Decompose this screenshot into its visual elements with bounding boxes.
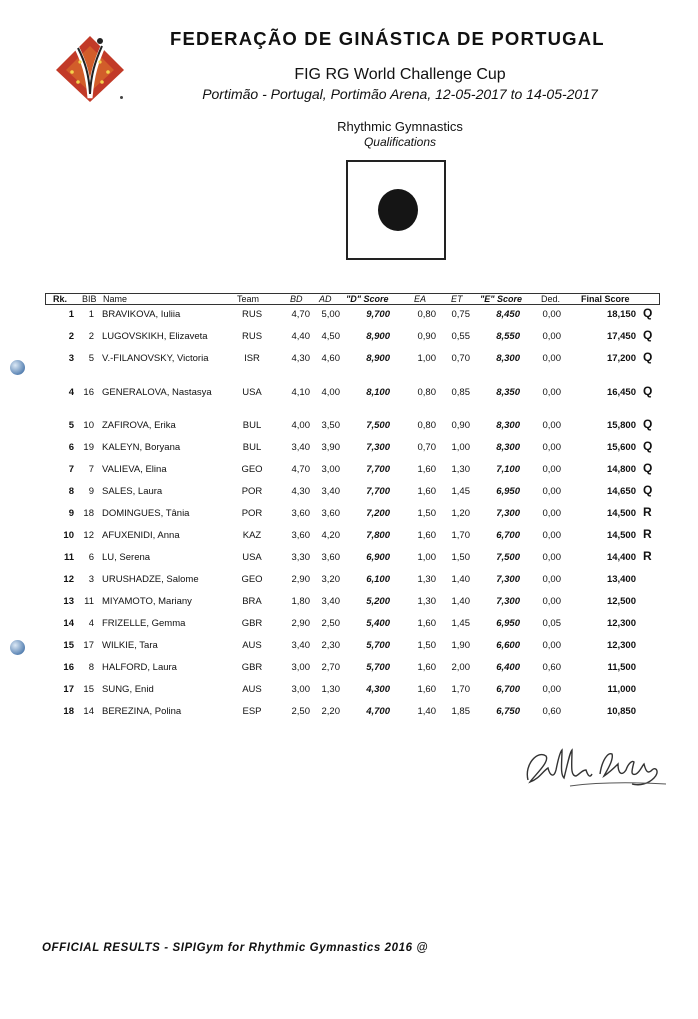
name-cell: V.-FILANOVSKY, Victoria <box>102 353 209 364</box>
ea-cell: 1,60 <box>417 684 436 695</box>
phase-label: Qualifications <box>363 135 437 149</box>
bib-cell: 12 <box>83 530 94 541</box>
d-score-cell: 5,200 <box>366 596 390 607</box>
rank-cell: 4 <box>68 387 74 398</box>
judge-signature <box>520 742 670 794</box>
table-row <box>0 662 698 684</box>
table-row <box>0 549 698 574</box>
ded-cell: 0,60 <box>542 706 561 717</box>
d-score-cell: 7,300 <box>366 442 390 453</box>
ded-cell: 0,00 <box>542 464 561 475</box>
e-score-cell: 8,350 <box>496 387 520 398</box>
team-cell: GEO <box>241 574 263 585</box>
qualification-mark: Q <box>643 306 653 320</box>
e-score-cell: 7,500 <box>496 552 520 563</box>
bd-cell: 4,70 <box>291 464 310 475</box>
final-score-cell: 12,300 <box>606 618 636 629</box>
et-cell: 1,50 <box>451 552 470 563</box>
team-cell: BUL <box>242 420 262 431</box>
rank-cell: 15 <box>63 640 74 651</box>
bd-cell: 3,30 <box>291 552 310 563</box>
team-cell: AUS <box>242 684 262 695</box>
ea-cell: 1,00 <box>417 552 436 563</box>
qualification-mark: Q <box>643 384 653 398</box>
bd-cell: 4,10 <box>291 387 310 398</box>
event-title: FIG RG World Challenge Cup <box>294 66 506 83</box>
e-score-cell: 8,450 <box>496 309 520 320</box>
col-et: ET <box>451 294 463 304</box>
e-score-cell: 6,950 <box>496 618 520 629</box>
bib-cell: 9 <box>88 486 94 497</box>
ea-cell: 1,30 <box>417 596 436 607</box>
ded-cell: 0,00 <box>542 387 561 398</box>
bib-cell: 2 <box>88 331 94 342</box>
qualification-mark: Q <box>643 439 653 453</box>
team-cell: KAZ <box>242 530 262 541</box>
bib-cell: 1 <box>88 309 94 320</box>
rank-cell: 12 <box>63 574 74 585</box>
bd-cell: 4,40 <box>291 331 310 342</box>
ea-cell: 1,00 <box>417 353 436 364</box>
bd-cell: 2,90 <box>291 618 310 629</box>
rank-cell: 10 <box>63 530 74 541</box>
name-cell: LUGOVSKIKH, Elizaveta <box>102 331 208 342</box>
team-cell: GBR <box>241 662 263 673</box>
team-cell: POR <box>241 486 263 497</box>
final-score-cell: 14,400 <box>606 552 636 563</box>
rank-cell: 5 <box>68 420 74 431</box>
name-cell: ZAFIROVA, Erika <box>102 420 176 431</box>
ded-cell: 0,00 <box>542 684 561 695</box>
ea-cell: 1,50 <box>417 508 436 519</box>
event-subtitle: Portimão - Portugal, Portimão Arena, 12-05-2017 to 14-05-2017 <box>202 86 598 102</box>
rank-cell: 9 <box>68 508 74 519</box>
name-cell: DOMINGUES, Tânia <box>102 508 190 519</box>
ad-cell: 1,30 <box>321 684 340 695</box>
table-row <box>0 461 698 486</box>
ad-cell: 3,40 <box>321 486 340 497</box>
e-score-cell: 6,750 <box>496 706 520 717</box>
ad-cell: 3,60 <box>321 552 340 563</box>
rank-cell: 17 <box>63 684 74 695</box>
qualification-mark: R <box>643 549 652 563</box>
et-cell: 0,55 <box>451 331 470 342</box>
ad-cell: 3,50 <box>321 420 340 431</box>
rank-cell: 8 <box>68 486 74 497</box>
ea-cell: 1,60 <box>417 662 436 673</box>
e-score-cell: 7,100 <box>496 464 520 475</box>
name-cell: WILKIE, Tara <box>102 640 158 651</box>
name-cell: SALES, Laura <box>102 486 163 497</box>
e-score-cell: 8,300 <box>496 442 520 453</box>
d-score-cell: 6,100 <box>366 574 390 585</box>
rank-cell: 13 <box>63 596 74 607</box>
table-row <box>0 618 698 640</box>
table-row <box>0 574 698 596</box>
qualification-mark: R <box>643 527 652 541</box>
final-score-cell: 14,500 <box>606 530 636 541</box>
d-score-cell: 7,200 <box>366 508 390 519</box>
ea-cell: 1,30 <box>417 574 436 585</box>
d-score-cell: 5,400 <box>366 618 390 629</box>
e-score-cell: 6,950 <box>496 486 520 497</box>
et-cell: 1,40 <box>451 574 470 585</box>
team-cell: USA <box>242 387 262 398</box>
col-bib: BIB <box>82 294 97 304</box>
final-score-cell: 10,850 <box>606 706 636 717</box>
ded-cell: 0,00 <box>542 486 561 497</box>
team-cell: BUL <box>242 442 262 453</box>
ad-cell: 3,60 <box>321 508 340 519</box>
ea-cell: 0,80 <box>417 387 436 398</box>
bd-cell: 4,00 <box>291 420 310 431</box>
ea-cell: 0,90 <box>417 331 436 342</box>
table-row <box>0 596 698 618</box>
ea-cell: 1,60 <box>417 464 436 475</box>
col-ad: AD <box>319 294 332 304</box>
d-score-cell: 4,300 <box>366 684 390 695</box>
final-score-cell: 15,600 <box>606 442 636 453</box>
name-cell: LU, Serena <box>102 552 151 563</box>
rank-cell: 3 <box>68 353 74 364</box>
ball-icon <box>378 189 418 231</box>
bd-cell: 4,30 <box>291 353 310 364</box>
table-row <box>0 350 698 375</box>
e-score-cell: 6,400 <box>496 662 520 673</box>
et-cell: 0,90 <box>451 420 470 431</box>
col-d-score: "D" Score <box>346 294 389 304</box>
name-cell: AFUXENIDI, Anna <box>102 530 180 541</box>
bd-cell: 3,60 <box>291 530 310 541</box>
bib-cell: 5 <box>88 353 94 364</box>
d-score-cell: 5,700 <box>366 662 390 673</box>
ad-cell: 4,20 <box>321 530 340 541</box>
final-score-cell: 18,150 <box>606 309 636 320</box>
rank-cell: 7 <box>68 464 74 475</box>
d-score-cell: 7,700 <box>366 486 390 497</box>
qualification-mark: Q <box>643 483 653 497</box>
table-row <box>0 640 698 662</box>
bib-cell: 3 <box>88 574 94 585</box>
team-cell: GBR <box>241 618 263 629</box>
d-score-cell: 9,700 <box>366 309 390 320</box>
team-cell: RUS <box>241 309 263 320</box>
e-score-cell: 8,300 <box>496 420 520 431</box>
final-score-cell: 17,450 <box>606 331 636 342</box>
final-score-cell: 14,650 <box>606 486 636 497</box>
qualification-mark: Q <box>643 461 653 475</box>
rank-cell: 18 <box>63 706 74 717</box>
bd-cell: 2,50 <box>291 706 310 717</box>
rank-cell: 14 <box>63 618 74 629</box>
table-row <box>0 306 698 331</box>
e-score-cell: 6,600 <box>496 640 520 651</box>
et-cell: 1,20 <box>451 508 470 519</box>
bib-cell: 16 <box>83 387 94 398</box>
bib-cell: 18 <box>83 508 94 519</box>
federation-title: FEDERAÇÃO DE GINÁSTICA DE PORTUGAL <box>170 28 605 49</box>
team-cell: GEO <box>241 464 263 475</box>
d-score-cell: 5,700 <box>366 640 390 651</box>
discipline-label: Rhythmic Gymnastics <box>337 119 463 134</box>
table-row <box>0 483 698 508</box>
d-score-cell: 7,800 <box>366 530 390 541</box>
bd-cell: 4,30 <box>291 486 310 497</box>
apparatus-box <box>346 160 446 260</box>
bd-cell: 3,60 <box>291 508 310 519</box>
name-cell: BEREZINA, Polina <box>102 706 182 717</box>
ea-cell: 1,60 <box>417 486 436 497</box>
ded-cell: 0,00 <box>542 420 561 431</box>
table-row <box>0 384 698 409</box>
e-score-cell: 6,700 <box>496 530 520 541</box>
name-cell: SUNG, Enid <box>102 684 154 695</box>
final-score-cell: 12,300 <box>606 640 636 651</box>
name-cell: BRAVIKOVA, Iuliia <box>102 309 181 320</box>
ea-cell: 0,80 <box>417 420 436 431</box>
bib-cell: 6 <box>88 552 94 563</box>
final-score-cell: 14,800 <box>606 464 636 475</box>
final-score-cell: 14,500 <box>606 508 636 519</box>
ded-cell: 0,00 <box>542 552 561 563</box>
team-cell: AUS <box>242 640 262 651</box>
bib-cell: 4 <box>88 618 94 629</box>
bd-cell: 3,00 <box>291 662 310 673</box>
table-row <box>0 328 698 353</box>
ad-cell: 3,20 <box>321 574 340 585</box>
et-cell: 0,70 <box>451 353 470 364</box>
bib-cell: 11 <box>84 596 94 607</box>
e-score-cell: 8,550 <box>496 331 520 342</box>
col-ded: Ded. <box>541 294 561 304</box>
et-cell: 2,00 <box>451 662 470 673</box>
final-score-cell: 15,800 <box>606 420 636 431</box>
name-cell: FRIZELLE, Gemma <box>102 618 186 629</box>
ded-cell: 0,00 <box>542 508 561 519</box>
ad-cell: 3,00 <box>321 464 340 475</box>
bd-cell: 2,90 <box>291 574 310 585</box>
ad-cell: 2,20 <box>321 706 340 717</box>
bib-cell: 8 <box>88 662 94 673</box>
d-score-cell: 4,700 <box>366 706 390 717</box>
ea-cell: 1,60 <box>417 530 436 541</box>
bib-cell: 10 <box>83 420 94 431</box>
footer-text: OFFICIAL RESULTS - SIPIGym for Rhythmic Gymnastics 2016 @ <box>42 942 429 954</box>
final-score-cell: 12,500 <box>606 596 636 607</box>
results-table-header <box>45 293 660 305</box>
bib-cell: 7 <box>88 464 94 475</box>
d-score-cell: 8,900 <box>366 331 390 342</box>
et-cell: 0,85 <box>451 387 470 398</box>
et-cell: 1,45 <box>451 618 470 629</box>
ea-cell: 1,40 <box>417 706 436 717</box>
ded-cell: 0,60 <box>542 662 561 673</box>
et-cell: 0,75 <box>451 309 470 320</box>
name-cell: KALEYN, Boryana <box>102 442 181 453</box>
e-score-cell: 7,300 <box>496 508 520 519</box>
ded-cell: 0,00 <box>542 574 561 585</box>
ded-cell: 0,00 <box>542 596 561 607</box>
bib-cell: 17 <box>83 640 94 651</box>
col-e-score: "E" Score <box>480 294 523 304</box>
rank-cell: 1 <box>68 309 74 320</box>
ad-cell: 3,40 <box>321 596 340 607</box>
col-bd: BD <box>290 294 303 304</box>
col-rank: Rk. <box>53 294 68 304</box>
rank-cell: 6 <box>68 442 74 453</box>
team-cell: BRA <box>242 596 262 607</box>
col-ea: EA <box>414 294 427 304</box>
bd-cell: 4,70 <box>291 309 310 320</box>
ea-cell: 1,60 <box>417 618 436 629</box>
bd-cell: 3,00 <box>291 684 310 695</box>
table-row <box>0 439 698 464</box>
ad-cell: 4,00 <box>321 387 340 398</box>
final-score-cell: 11,000 <box>607 684 636 695</box>
final-score-cell: 11,500 <box>607 662 636 673</box>
qualification-mark: Q <box>643 328 653 342</box>
ded-cell: 0,05 <box>542 618 561 629</box>
ded-cell: 0,00 <box>542 442 561 453</box>
ea-cell: 0,70 <box>417 442 436 453</box>
ad-cell: 4,60 <box>321 353 340 364</box>
table-row <box>0 527 698 552</box>
table-row <box>0 684 698 706</box>
ded-cell: 0,00 <box>542 331 561 342</box>
et-cell: 1,70 <box>451 530 470 541</box>
d-score-cell: 7,500 <box>366 420 390 431</box>
col-team: Team <box>237 294 260 304</box>
table-row <box>0 417 698 442</box>
name-cell: HALFORD, Laura <box>102 662 177 673</box>
ad-cell: 2,50 <box>321 618 340 629</box>
ea-cell: 1,50 <box>417 640 436 651</box>
ad-cell: 4,50 <box>321 331 340 342</box>
ea-cell: 0,80 <box>417 309 436 320</box>
col-name: Name <box>103 294 128 304</box>
name-cell: URUSHADZE, Salome <box>102 574 199 585</box>
final-score-cell: 13,400 <box>606 574 636 585</box>
e-score-cell: 6,700 <box>496 684 520 695</box>
et-cell: 1,85 <box>451 706 470 717</box>
col-final: Final Score <box>581 294 630 304</box>
bib-cell: 14 <box>83 706 94 717</box>
et-cell: 1,70 <box>451 684 470 695</box>
table-row <box>0 706 698 728</box>
name-cell: VALIEVA, Elina <box>102 464 167 475</box>
e-score-cell: 7,300 <box>496 574 520 585</box>
ad-cell: 5,00 <box>321 309 340 320</box>
ded-cell: 0,00 <box>542 353 561 364</box>
qualification-mark: Q <box>643 417 653 431</box>
qualification-mark: Q <box>643 350 653 364</box>
et-cell: 1,90 <box>451 640 470 651</box>
final-score-cell: 17,200 <box>606 353 636 364</box>
ad-cell: 2,70 <box>321 662 340 673</box>
punch-hole-icon <box>10 360 25 375</box>
d-score-cell: 8,900 <box>366 353 390 364</box>
et-cell: 1,40 <box>451 596 470 607</box>
e-score-cell: 8,300 <box>496 353 520 364</box>
table-row <box>0 505 698 530</box>
team-cell: USA <box>242 552 262 563</box>
ad-cell: 2,30 <box>321 640 340 651</box>
team-cell: RUS <box>241 331 263 342</box>
et-cell: 1,45 <box>451 486 470 497</box>
d-score-cell: 7,700 <box>366 464 390 475</box>
bd-cell: 3,40 <box>291 640 310 651</box>
et-cell: 1,00 <box>451 442 470 453</box>
rank-cell: 16 <box>63 662 74 673</box>
e-score-cell: 7,300 <box>496 596 520 607</box>
name-cell: GENERALOVA, Nastasya <box>102 387 212 398</box>
et-cell: 1,30 <box>451 464 470 475</box>
final-score-cell: 16,450 <box>606 387 636 398</box>
punch-hole-icon <box>10 640 25 655</box>
name-cell: MIYAMOTO, Mariany <box>102 596 192 607</box>
rank-cell: 11 <box>63 552 74 563</box>
bd-cell: 1,80 <box>291 596 310 607</box>
team-cell: ESP <box>242 706 262 717</box>
qualification-mark: R <box>643 505 652 519</box>
d-score-cell: 8,100 <box>366 387 390 398</box>
bd-cell: 3,40 <box>291 442 310 453</box>
ad-cell: 3,90 <box>321 442 340 453</box>
ded-cell: 0,00 <box>542 640 561 651</box>
bib-cell: 15 <box>83 684 94 695</box>
ded-cell: 0,00 <box>542 309 561 320</box>
bib-cell: 19 <box>83 442 94 453</box>
rank-cell: 2 <box>68 331 74 342</box>
ded-cell: 0,00 <box>542 530 561 541</box>
team-cell: ISR <box>244 353 260 364</box>
team-cell: POR <box>241 508 263 519</box>
d-score-cell: 6,900 <box>366 552 390 563</box>
